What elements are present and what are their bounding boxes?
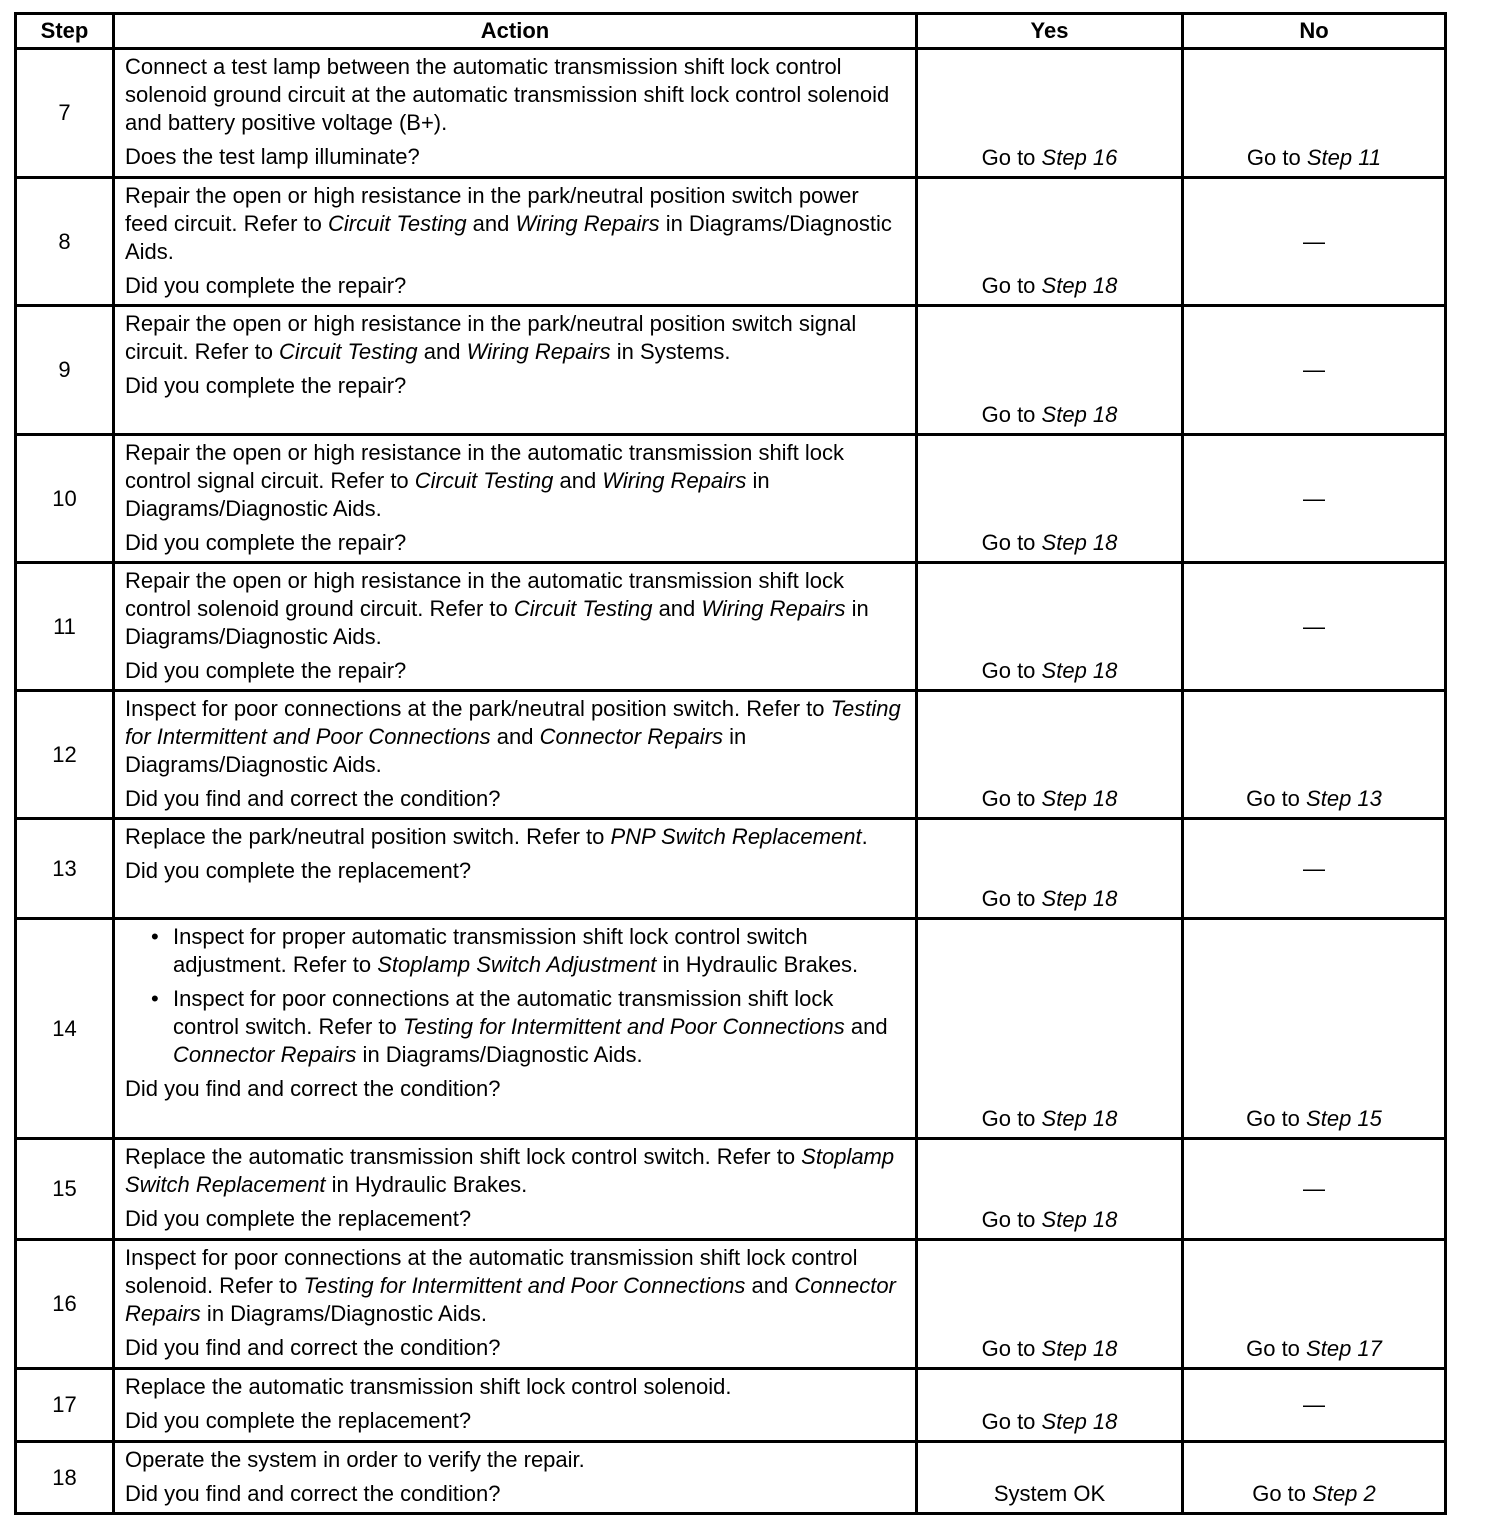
no-cell: —: [1183, 435, 1446, 563]
goto-label: Go to: [981, 145, 1036, 170]
no-cell: [1183, 1240, 1446, 1369]
action-cell: [114, 819, 917, 919]
no-cell: [1183, 49, 1446, 178]
action-text: Repair the open or high resistance in the automatic transmission shift lock control signal circuit. Refer to Circuit Testing and Wiring Repairs in Diagrams/Diagnostic Aids.: [125, 440, 845, 521]
action-text: Repair the open or high resistance in the park/neutral position switch signal circuit. Refer to Circuit Testing and Wiring Repairs in Systems.: [125, 311, 857, 364]
no-cell: —: [1183, 1139, 1446, 1240]
yes-step-ref: Step 18: [1041, 786, 1118, 811]
goto-label: Go to: [981, 530, 1036, 555]
yes-step-ref: Step 18: [1041, 1409, 1118, 1434]
yes-step-ref: Step 18: [1041, 530, 1118, 555]
step-number: 17: [16, 1369, 114, 1442]
action-text: Inspect for poor connections at the park/neutral position switch. Refer to Testing for Intermittent and Poor Connections and Connector Repairs in Diagrams/Diagnostic Aids.: [125, 696, 901, 777]
yes-cell: [917, 1369, 1183, 1442]
no-cell: [1183, 919, 1446, 1139]
action-cell: [114, 1240, 917, 1369]
step-number: 18: [16, 1442, 114, 1514]
no-step-ref: Step 11: [1306, 145, 1382, 170]
yes-step-ref: Step 18: [1041, 1207, 1118, 1232]
action-cell: [114, 435, 917, 563]
table-row: [16, 563, 1446, 691]
bullet-list: [125, 923, 905, 1069]
action-text: Repair the open or high resistance in the automatic transmission shift lock control solenoid ground circuit. Refer to Circuit Testing and Wiring Repairs in Diagrams/Diagnostic Aids.: [125, 568, 869, 649]
no-cell: —: [1183, 1369, 1446, 1442]
goto-label: Go to: [1246, 145, 1301, 170]
step-number: 7: [16, 49, 114, 178]
yes-step-ref: Step 18: [1041, 658, 1118, 683]
table-row: [16, 1240, 1446, 1369]
action-cell: [114, 178, 917, 306]
action-cell: [114, 691, 917, 819]
no-step-ref: Step 13: [1306, 786, 1382, 811]
yes-cell: [917, 1139, 1183, 1240]
goto-label: Go to: [1246, 1106, 1300, 1131]
table-row: [16, 691, 1446, 819]
table-row: [16, 49, 1446, 178]
no-step-ref: Step 17: [1306, 1336, 1382, 1361]
yes-cell: [917, 178, 1183, 306]
goto-label: Go to: [981, 273, 1036, 298]
action-question: Did you find and correct the condition?: [125, 786, 501, 811]
no-cell: —: [1183, 563, 1446, 691]
action-cell: [114, 306, 917, 435]
action-text: Operate the system in order to verify the repair.: [125, 1447, 585, 1472]
action-question: Did you find and correct the condition?: [125, 1076, 501, 1101]
action-text: Replace the automatic transmission shift lock control switch. Refer to Stoplamp Switch Replacement in Hydraulic Brakes.: [125, 1144, 895, 1197]
step-number: 10: [16, 435, 114, 563]
table-row: [16, 306, 1446, 435]
goto-label: Go to: [1246, 1336, 1300, 1361]
table-row: [16, 435, 1446, 563]
action-question: Did you complete the repair?: [125, 373, 407, 398]
yes-cell: [917, 49, 1183, 178]
action-text: Connect a test lamp between the automatic transmission shift lock control solenoid ground circuit at the automatic transmission shift lock control solenoid and battery positive voltage (B+).: [125, 54, 890, 135]
step-number: 14: [16, 919, 114, 1139]
goto-label: Go to: [1252, 1481, 1307, 1506]
yes-step-ref: Step 18: [1041, 402, 1118, 427]
yes-cell: [917, 691, 1183, 819]
step-number: 13: [16, 819, 114, 919]
table-row: [16, 819, 1446, 919]
no-cell: —: [1183, 306, 1446, 435]
action-cell: [114, 563, 917, 691]
action-question: Does the test lamp illuminate?: [125, 144, 420, 169]
goto-label: Go to: [981, 658, 1036, 683]
no-cell: [1183, 1442, 1446, 1514]
yes-cell: [917, 563, 1183, 691]
no-cell: —: [1183, 178, 1446, 306]
table-row: [16, 178, 1446, 306]
yes-step-ref: Step 18: [1041, 886, 1118, 911]
yes-step-ref: Step 16: [1041, 145, 1118, 170]
step-number: 15: [16, 1139, 114, 1240]
action-text: Repair the open or high resistance in the park/neutral position switch power feed circuit. Refer to Circuit Testing and Wiring Repairs in Diagrams/Diagnostic Aids.: [125, 183, 892, 264]
action-text: Replace the park/neutral position switch. Refer to PNP Switch Replacement.: [125, 824, 868, 849]
yes-cell: [917, 1240, 1183, 1369]
header-yes: Yes: [917, 14, 1183, 49]
goto-label: Go to: [981, 402, 1036, 427]
table-row: [16, 919, 1446, 1139]
goto-label: Go to: [981, 1409, 1036, 1434]
list-item: • Inspect for proper automatic transmission shift lock control switch adjustment. Refer to Stoplamp Switch Adjustment in Hydraulic Brakes.: [173, 923, 905, 979]
action-question: Did you complete the repair?: [125, 530, 407, 555]
no-step-ref: Step 15: [1306, 1106, 1382, 1131]
list-item: • Inspect for poor connections at the automatic transmission shift lock control switch. Refer to Testing for Intermittent and Poor Connections and Connector Repairs in Diagrams/Diagnostic Aids.: [173, 985, 905, 1069]
goto-label: Go to: [981, 786, 1036, 811]
yes-step-ref: Step 18: [1041, 273, 1118, 298]
diagnostic-table: [14, 12, 1447, 1515]
step-number: 8: [16, 178, 114, 306]
header-action: Action: [114, 14, 917, 49]
step-number: 12: [16, 691, 114, 819]
header-row: [16, 14, 1446, 49]
yes-step-ref: Step 18: [1041, 1106, 1118, 1131]
goto-label: Go to: [981, 1336, 1036, 1361]
goto-label: Go to: [981, 1207, 1036, 1232]
action-question: Did you complete the repair?: [125, 658, 407, 683]
yes-cell: [917, 819, 1183, 919]
no-cell: [1183, 691, 1446, 819]
action-question: Did you complete the repair?: [125, 273, 407, 298]
action-question: Did you complete the replacement?: [125, 1408, 472, 1433]
action-cell: [114, 1442, 917, 1514]
header-step: Step: [16, 14, 114, 49]
yes-cell: System OK: [917, 1442, 1183, 1514]
step-number: 16: [16, 1240, 114, 1369]
action-cell: [114, 49, 917, 178]
no-step-ref: Step 2: [1312, 1481, 1376, 1506]
table-row: [16, 1369, 1446, 1442]
action-text: Replace the automatic transmission shift lock control solenoid.: [125, 1374, 732, 1399]
yes-cell: [917, 306, 1183, 435]
goto-label: Go to: [981, 1106, 1036, 1131]
no-cell: —: [1183, 819, 1446, 919]
action-cell: [114, 1139, 917, 1240]
action-question: Did you find and correct the condition?: [125, 1335, 501, 1360]
action-question: Did you find and correct the condition?: [125, 1481, 501, 1506]
goto-label: Go to: [1246, 786, 1300, 811]
table-row: [16, 1442, 1446, 1514]
yes-step-ref: Step 18: [1041, 1336, 1118, 1361]
goto-label: Go to: [981, 886, 1036, 911]
yes-cell: [917, 435, 1183, 563]
action-cell: [114, 1369, 917, 1442]
action-cell: [114, 919, 917, 1139]
action-text: Inspect for poor connections at the automatic transmission shift lock control solenoid. Refer to Testing for Intermittent and Poor Connections and Connector Repairs in Diagrams/Diagnostic Aids.: [125, 1245, 896, 1326]
action-question: Did you complete the replacement?: [125, 1206, 472, 1231]
table-row: [16, 1139, 1446, 1240]
yes-cell: [917, 919, 1183, 1139]
action-question: Did you complete the replacement?: [125, 858, 472, 883]
header-no: No: [1183, 14, 1446, 49]
step-number: 11: [16, 563, 114, 691]
step-number: 9: [16, 306, 114, 435]
